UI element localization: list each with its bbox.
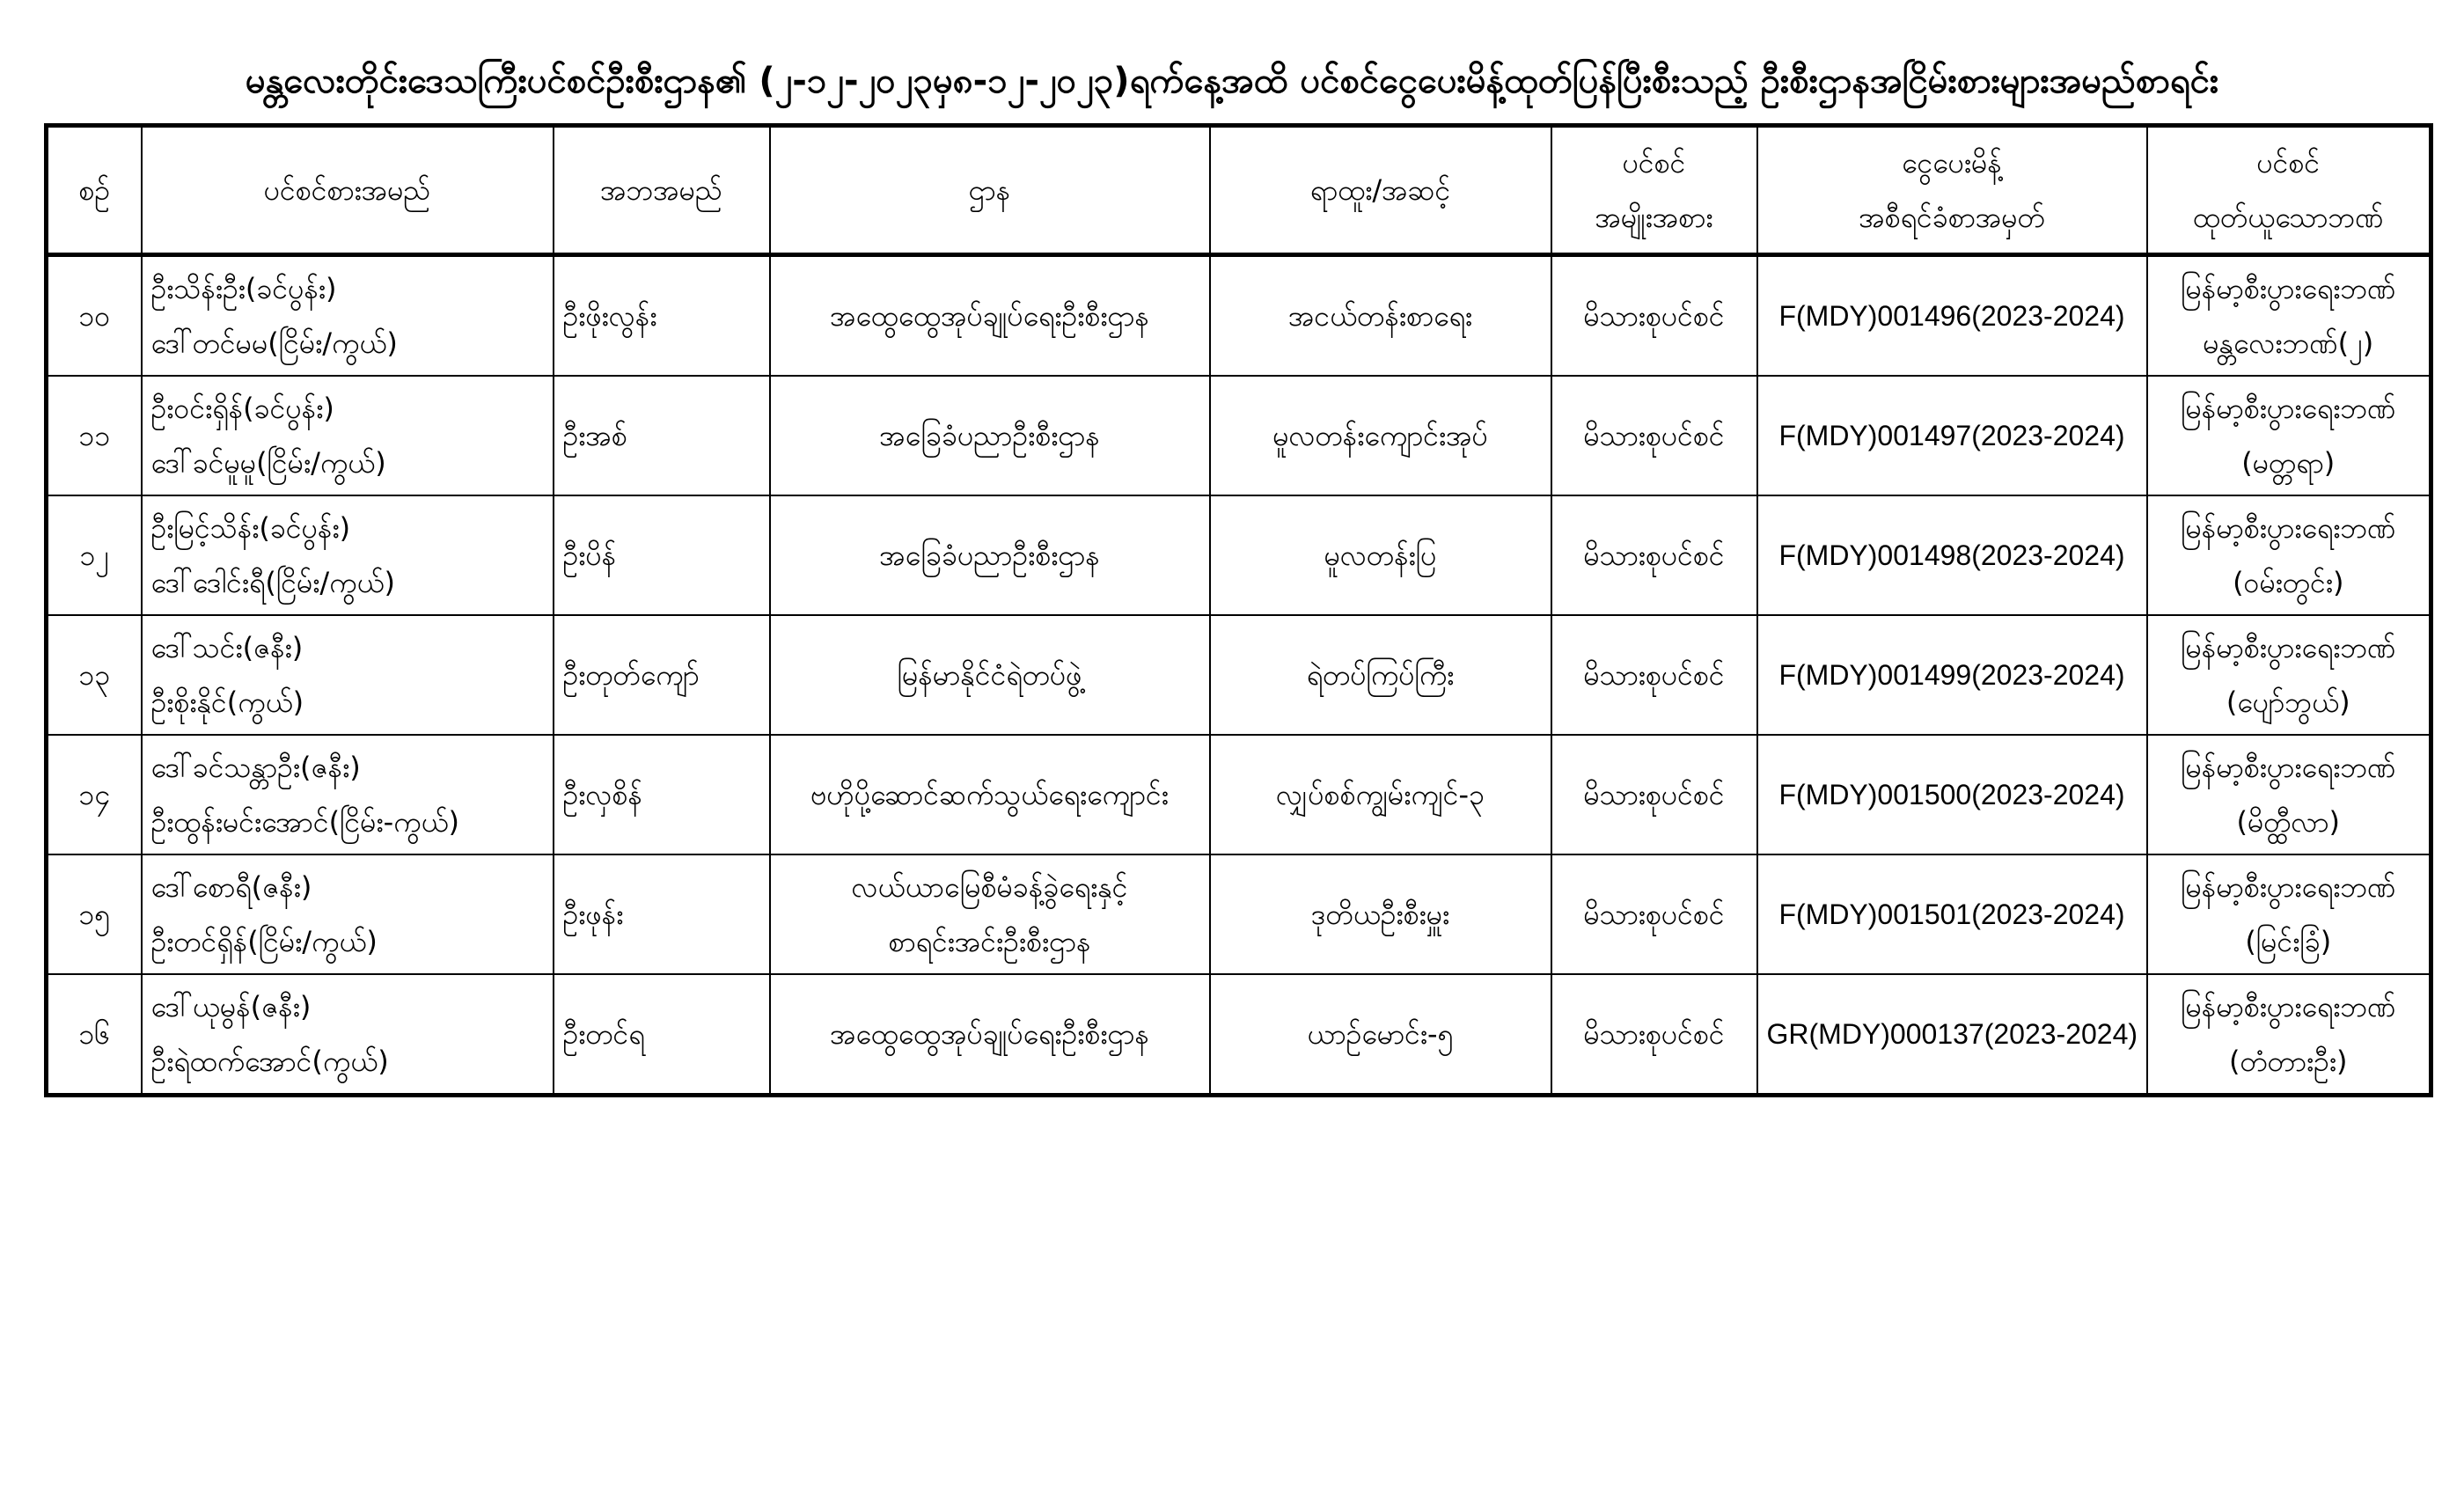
cell-rank: မူလတန်းပြ [1210,495,1551,615]
header-order-no [1757,126,2147,255]
cell-bank [2147,854,2431,974]
header-father: အဘအမည် [554,126,770,255]
table-row [47,376,2431,495]
cell-order-no: F(MDY)001496(2023-2024) [1757,255,2147,377]
header-department: ဌာန [770,126,1210,255]
cell-pensioner [142,376,554,495]
cell-order-no: F(MDY)001499(2023-2024) [1757,615,2147,735]
header-rank-line: ရာထူး/အဆင့် [1309,173,1451,207]
table-row [47,495,2431,615]
cell-no: ၁၁ [47,376,142,495]
cell-department [770,495,1210,615]
cell-department [770,376,1210,495]
cell-pension-type: မိသားစုပင်စင် [1551,376,1757,495]
cell-department [770,974,1210,1096]
cell-no: ၁၃ [47,615,142,735]
cell-bank [2147,615,2431,735]
cell-order-no: F(MDY)001500(2023-2024) [1757,735,2147,854]
table-row [47,974,2431,1096]
bank-line-2: (မိတ္ထီလာ) [2236,805,2341,839]
cell-rank: ဒုတိယဦးစီးမှူး [1210,854,1551,974]
cell-order-no: F(MDY)001501(2023-2024) [1757,854,2147,974]
cell-order-no: F(MDY)001497(2023-2024) [1757,376,2147,495]
cell-pension-type: မိသားစုပင်စင် [1551,495,1757,615]
table-row [47,735,2431,854]
cell-rank: အငယ်တန်းစာရေး [1210,255,1551,377]
cell-pensioner [142,615,554,735]
header-pensioner: ပင်စင်စားအမည် [142,126,554,255]
document-title: မန္တလေးတိုင်းဒေသကြီးပင်စင်ဦးစီးဌာန၏ (၂-၁၂-၂၀၂၃မှ၈-၁၂-၂၀၂၃)ရက်နေ့အထိ ပင်စင်ငွေပေးမိန့်ထုတ်ပြန်ပြီးစီးသည့် ဦးစီးဌာနအငြိမ်းစားများအမည်စာရင်း [245,61,2219,101]
table-row [47,854,2431,974]
cell-department [770,255,1210,377]
department-line-1: ဗဟိုပို့ဆောင်ဆက်သွယ်ရေးကျောင်း [810,778,1169,811]
header-pension-type-line-1: ပင်စင် [1622,146,1686,180]
cell-pension-type: မိသားစုပင်စင် [1551,735,1757,854]
bank-line-1: မြန်မာ့စီးပွားရေးဘဏ် [2181,392,2396,425]
cell-rank: မူလတန်းကျောင်းအုပ် [1210,376,1551,495]
cell-no: ၁၆ [47,974,142,1096]
cell-rank: ယာဉ်မောင်း-၅ [1210,974,1551,1096]
cell-no: ၁၄ [47,735,142,854]
bank-line-2: မန္တလေးဘဏ်(၂) [2203,326,2374,360]
cell-pension-type: မိသားစုပင်စင် [1551,974,1757,1096]
pensioner-line-2: ဦးစိုးနိုင်(ကွယ်) [150,686,304,719]
cell-father: ဦးဖိုးလွန်း [554,255,770,377]
cell-rank: ရဲတပ်ကြပ်ကြီး [1210,615,1551,735]
cell-pensioner [142,854,554,974]
pensioner-line-1: ဒေါ်စောရီ(ဇနီး) [150,870,312,904]
department-line-1: လယ်ယာမြေစီမံခန့်ခွဲရေးနှင့် [851,870,1128,904]
header-no: စဉ် [47,126,142,255]
pensioner-line-2: ဒေါ်ဒေါင်းရီ(ငြိမ်း/ကွယ်) [150,566,395,599]
cell-rank: လျှပ်စစ်ကျွမ်းကျင်-၃ [1210,735,1551,854]
table-row [47,255,2431,377]
header-order-no-line-2: အစီရင်ခံစာအမှတ် [1859,201,2045,234]
bank-line-1: မြန်မာ့စီးပွားရေးဘဏ် [2181,990,2396,1023]
cell-order-no: F(MDY)001498(2023-2024) [1757,495,2147,615]
cell-father: ဦးတုတ်ကျော် [554,615,770,735]
cell-father: ဦးပိန် [554,495,770,615]
pensioner-line-1: ဦးသိန်းဦး(ခင်ပွန်း) [150,272,337,305]
pensioner-line-2: ဦးတင်ရှိန်(ငြိမ်း/ကွယ်) [150,925,378,958]
table-body [47,255,2431,1096]
pension-table [44,123,2433,1097]
bank-line-1: မြန်မာ့စီးပွားရေးဘဏ် [2181,631,2396,664]
cell-pensioner [142,974,554,1096]
cell-father: ဦးလှစိန် [554,735,770,854]
department-line-1: အထွေထွေအုပ်ချုပ်ရေးဦးစီးဌာန [830,1017,1149,1051]
table-row [47,615,2431,735]
bank-line-2: (ဝမ်းတွင်း) [2233,566,2344,599]
pensioner-line-2: ဒေါ်ခင်မူမူ(ငြိမ်း/ကွယ်) [150,446,386,480]
header-bank [2147,126,2431,255]
cell-department [770,615,1210,735]
cell-pensioner [142,495,554,615]
department-line-1: အထွေထွေအုပ်ချုပ်ရေးဦးစီးဌာန [830,299,1149,333]
pensioner-line-1: ဒေါ်သင်း(ဇနီး) [150,631,304,664]
department-line-1: အခြေခံပညာဦးစီးဌာန [879,419,1100,452]
bank-line-1: မြန်မာ့စီးပွားရေးဘဏ် [2181,511,2396,545]
cell-father: ဦးဖုန်း [554,854,770,974]
department-line-1: အခြေခံပညာဦးစီးဌာန [879,539,1100,572]
cell-father: ဦးတင်ရ [554,974,770,1096]
cell-pension-type: မိသားစုပင်စင် [1551,255,1757,377]
pensioner-line-2: ဦးရဲထက်အောင်(ကွယ်) [150,1045,389,1078]
department-line-1: မြန်မာနိုင်ငံရဲတပ်ဖွဲ့ [897,658,1082,692]
cell-order-no: GR(MDY)000137(2023-2024) [1757,974,2147,1096]
cell-no: ၁၀ [47,255,142,377]
department-line-2: စာရင်းအင်းဦးစီးဌာန [888,925,1091,958]
cell-department [770,854,1210,974]
cell-pension-type: မိသားစုပင်စင် [1551,854,1757,974]
table-header-row [47,126,2431,255]
header-order-no-line-1: ငွေပေးမိန့် [1902,146,2002,180]
bank-line-2: (ပျော်ဘွယ်) [2226,686,2350,719]
header-pension-type-line-2: အမျိုးအစား [1595,201,1713,234]
header-pension-type [1551,126,1757,255]
bank-line-1: မြန်မာ့စီးပွားရေးဘဏ် [2181,272,2396,305]
pensioner-line-1: ဦးဝင်းရှိန်(ခင်ပွန်း) [150,392,334,425]
cell-bank [2147,735,2431,854]
pensioner-line-1: ဦးမြင့်သိန်း(ခင်ပွန်း) [150,511,351,545]
cell-bank [2147,255,2431,377]
bank-line-1: မြန်မာ့စီးပွားရေးဘဏ် [2181,870,2396,904]
pensioner-line-1: ဒေါ်ယုမွန်(ဇနီး) [150,990,312,1023]
pensioner-line-2: ဦးထွန်းမင်းအောင်(ငြိမ်း-ကွယ်) [150,805,459,839]
cell-bank [2147,376,2431,495]
cell-pensioner [142,255,554,377]
cell-pension-type: မိသားစုပင်စင် [1551,615,1757,735]
cell-bank [2147,974,2431,1096]
header-bank-line-1: ပင်စင် [2256,146,2321,180]
pensioner-line-2: ဒေါ်တင်မမ(ငြိမ်း/ကွယ်) [150,326,398,360]
bank-line-2: (မြင်းခြံ) [2245,925,2332,958]
cell-pensioner [142,735,554,854]
bank-line-2: (မတ္တရာ) [2241,446,2336,480]
header-bank-line-2: ထုတ်ယူသောဘဏ် [2193,201,2384,234]
bank-line-2: (တံတားဦး) [2229,1045,2348,1078]
cell-no: ၁၂ [47,495,142,615]
cell-department [770,735,1210,854]
cell-bank [2147,495,2431,615]
pensioner-line-1: ဒေါ်ခင်သန္တာဦး(ဇနီး) [150,751,361,784]
bank-line-1: မြန်မာ့စီးပွားရေးဘဏ် [2181,751,2396,784]
cell-no: ၁၅ [47,854,142,974]
cell-father: ဦးအစ် [554,376,770,495]
header-rank [1210,126,1551,255]
